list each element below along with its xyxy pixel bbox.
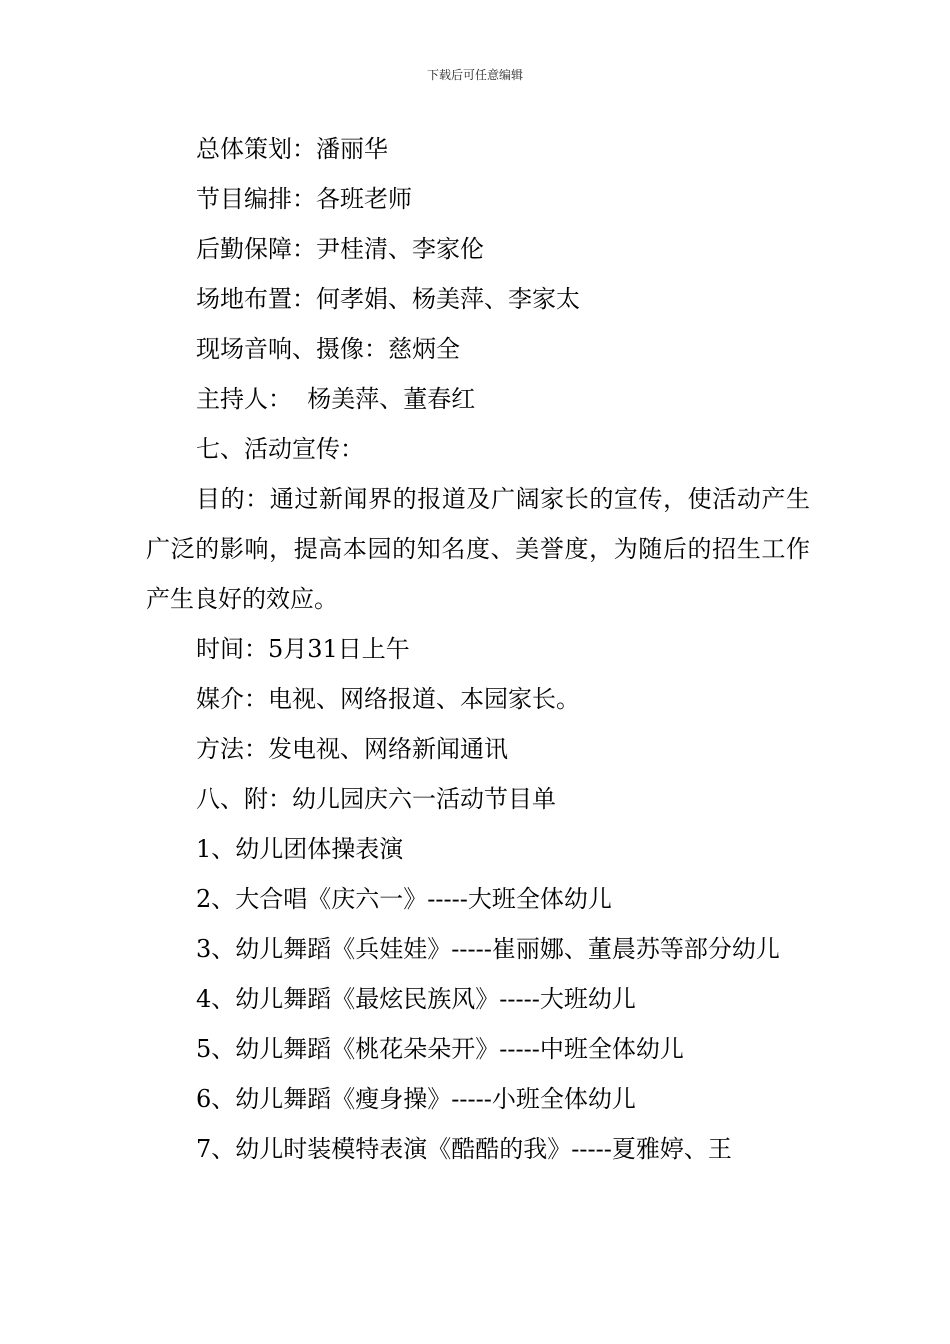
program-item-5: 5、幼儿舞蹈《桃花朵朵开》-----中班全体幼儿 [196,1035,684,1063]
text-line-planning: 总体策划：潘丽华 [196,135,388,163]
text-line-audio-video: 现场音响、摄像：慈炳全 [196,335,460,363]
text-line-logistics: 后勤保障：尹桂清、李家伦 [196,235,484,263]
program-item-6: 6、幼儿舞蹈《瘦身操》-----小班全体幼儿 [196,1085,636,1113]
text-line-venue-setup: 场地布置：何孝娟、杨美萍、李家太 [196,285,580,313]
program-item-1: 1、幼儿团体操表演 [196,835,404,863]
document-body [146,124,810,1174]
text-line-media: 媒介：电视、网络报道、本园家长。 [196,685,580,713]
text-line-time: 时间：5月31日上午 [196,635,410,663]
page-header-note: 下载后可任意编辑 [426,68,523,82]
section-heading-publicity: 七、活动宣传： [196,435,364,463]
program-item-3: 3、幼儿舞蹈《兵娃娃》-----崔丽娜、董晨苏等部分幼儿 [196,935,780,963]
program-item-7: 7、幼儿时装模特表演《酷酷的我》-----夏雅婷、王 [196,1135,732,1163]
section-heading-program-list: 八、附：幼儿园庆六一活动节目单 [196,785,556,813]
text-line-method: 方法：发电视、网络新闻通讯 [196,735,508,763]
text-line-program-arrangement: 节目编排：各班老师 [196,185,412,213]
text-line-hosts: 主持人： 杨美萍、董春红 [196,385,476,413]
program-item-2: 2、大合唱《庆六一》-----大班全体幼儿 [196,885,612,913]
paragraph-purpose: 目的：通过新闻界的报道及广阔家长的宣传，使活动产生广泛的影响，提高本园的知名度、美誉度，为随后的招生工作产生良好的效应。 [146,485,810,613]
program-item-4: 4、幼儿舞蹈《最炫民族风》-----大班幼儿 [196,985,636,1013]
